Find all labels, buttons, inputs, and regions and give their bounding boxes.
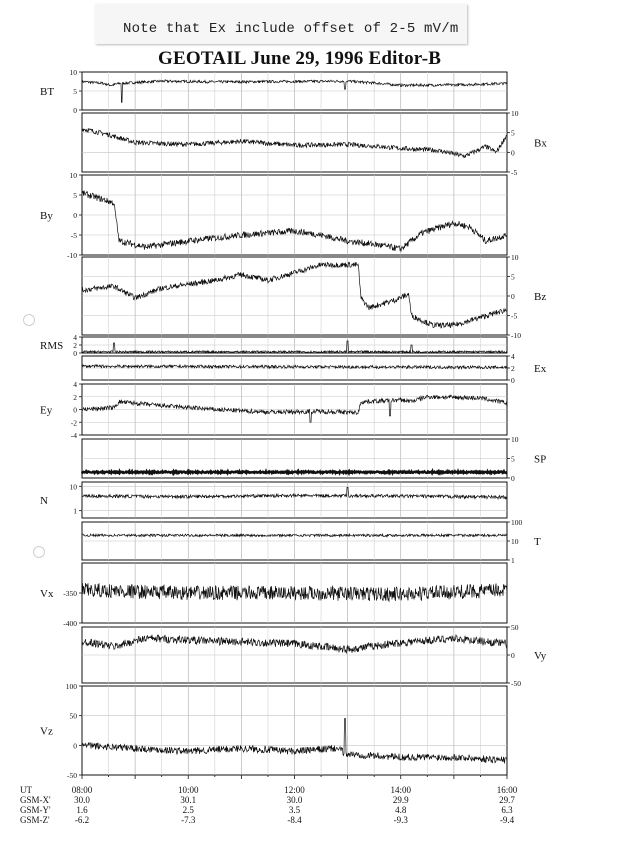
y-tick-label: 5 [73, 191, 77, 200]
y-tick-label: 100 [65, 682, 77, 691]
y-tick-label: -4 [70, 431, 77, 440]
orbit-row-label: GSM-Y' [20, 805, 51, 815]
orbit-row-label: GSM-X' [20, 795, 51, 805]
orbit-cell: 30.1 [180, 795, 197, 805]
y-tick-label: 0 [73, 106, 77, 115]
panel-label-rms: RMS [40, 340, 64, 352]
series-line-sp [82, 471, 507, 473]
orbit-cell: -9.4 [499, 815, 515, 825]
orbit-cell: 4.8 [395, 805, 407, 815]
y-tick-label: -5 [511, 168, 518, 177]
panel-label-vy: Vy [534, 650, 547, 662]
y-tick-label: 0 [511, 148, 515, 158]
orbit-cell: -8.4 [287, 815, 302, 825]
panel-label-bx: Bx [534, 137, 547, 150]
y-tick-label: -5 [511, 311, 518, 321]
y-tick-label: 2 [73, 392, 77, 402]
panel-label-n: N [40, 495, 48, 507]
panel-label-t: T [534, 536, 541, 548]
y-tick-label: -50 [67, 771, 77, 780]
y-tick-label: -10 [67, 251, 77, 260]
orbit-cell: 30.0 [74, 795, 90, 805]
y-tick-label: -2 [70, 418, 77, 428]
orbit-cell: 29.9 [392, 795, 409, 805]
y-tick-label: -350 [63, 589, 77, 598]
orbit-cell: 3.5 [288, 805, 301, 815]
y-tick-label: 4 [73, 380, 77, 389]
orbit-cell: 1.6 [76, 805, 88, 815]
orbit-cell: 29.7 [499, 795, 515, 805]
y-tick-label: 50 [69, 711, 77, 721]
y-tick-label: 0 [73, 741, 77, 751]
y-tick-label: 10 [511, 435, 519, 444]
y-tick-label: -50 [511, 679, 521, 688]
panel-label-bz: Bz [534, 291, 547, 303]
y-tick-label: 10 [69, 68, 77, 77]
y-tick-label: -400 [63, 619, 77, 628]
orbit-cell: 12:00 [284, 785, 305, 795]
orbit-cell: 16:00 [496, 785, 518, 795]
panel-label-vz: Vz [40, 725, 53, 738]
y-tick-label: 5 [73, 87, 77, 96]
y-tick-label: 0 [511, 376, 515, 385]
panel-label-by: By [40, 210, 53, 222]
panel-label-ey: Ey [40, 404, 53, 417]
y-tick-label: 0 [511, 651, 515, 660]
y-tick-label: 0 [73, 349, 77, 358]
y-tick-label: 5 [511, 272, 515, 282]
orbit-row-label: GSM-Z' [20, 815, 50, 825]
y-tick-label: 10 [69, 482, 77, 492]
panel-label-bt: BT [40, 86, 55, 98]
y-tick-label: 10 [511, 109, 519, 118]
y-tick-label: 0 [511, 474, 515, 483]
orbit-cell: -9.3 [393, 815, 408, 825]
y-tick-label: 5 [511, 128, 515, 138]
panel-label-vx: Vx [40, 588, 54, 600]
orbit-cell: 30.0 [286, 795, 303, 805]
y-tick-label: 0 [73, 405, 77, 415]
y-tick-label: 0 [73, 211, 77, 220]
y-tick-label: 10 [511, 537, 519, 546]
y-tick-label: 100 [511, 518, 523, 527]
orbit-cell: 2.5 [182, 805, 194, 815]
y-tick-label: 4 [73, 333, 77, 342]
orbit-cell: 6.3 [501, 805, 513, 815]
orbit-cell: -7.3 [181, 815, 196, 825]
orbit-row-label: UT [20, 785, 32, 795]
page-title: GEOTAIL June 29, 1996 Editor-B [158, 48, 442, 69]
orbit-cell: 08:00 [71, 785, 93, 795]
orbit-cell: -6.2 [74, 815, 90, 825]
orbit-cell: 10:00 [177, 785, 199, 795]
y-tick-label: 2 [73, 341, 77, 350]
y-tick-label: 4 [511, 352, 515, 361]
y-tick-label: 10 [511, 253, 519, 262]
y-tick-label: 0 [511, 292, 515, 301]
panel-label-sp: SP [534, 453, 547, 466]
y-tick-label: 10 [69, 171, 77, 180]
y-tick-label: -5 [70, 231, 77, 240]
y-tick-label: 50 [511, 623, 519, 632]
y-tick-label: -10 [511, 331, 521, 340]
y-tick-label: 5 [511, 454, 515, 464]
offset-note: Note that Ex include offset of 2-5 mV/m [123, 21, 459, 37]
y-tick-label: 1 [73, 506, 77, 516]
panel-label-ex: Ex [534, 363, 547, 375]
y-tick-label: 2 [511, 364, 515, 373]
orbit-cell: 14:00 [390, 785, 412, 795]
y-tick-label: 1 [511, 556, 515, 565]
